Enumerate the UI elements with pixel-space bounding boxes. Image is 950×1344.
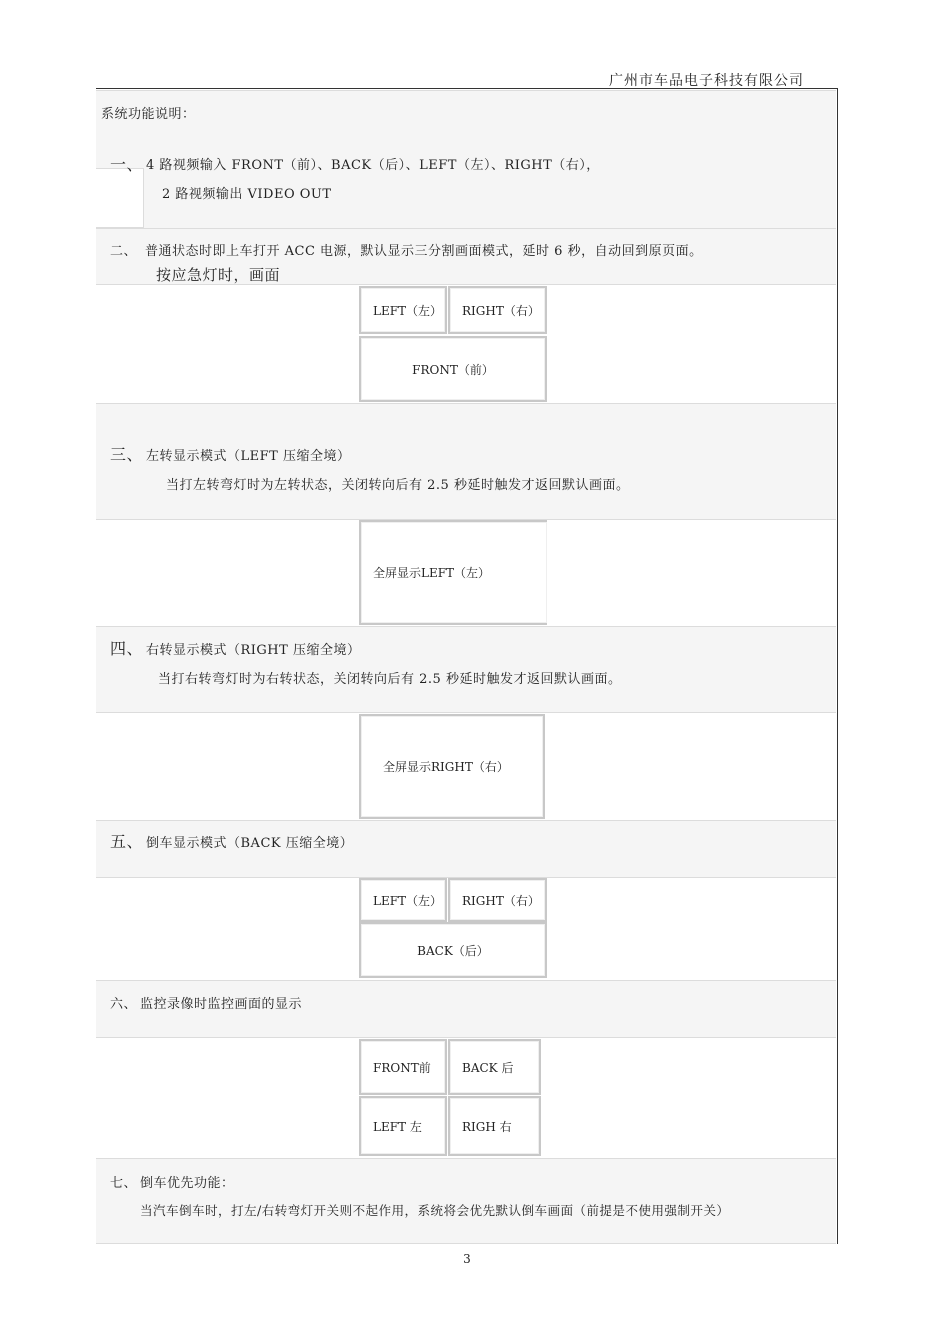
- right-turn-label: 全屏显示RIGHT（右）: [383, 760, 509, 774]
- hazard-left-label: LEFT（左）: [373, 303, 443, 318]
- section-7-number: 七、: [110, 1176, 138, 1191]
- monitor-left-cell: [359, 1096, 447, 1156]
- monitor-back-label: BACK 后: [462, 1060, 514, 1075]
- section-2-line2: 按应急灯时，画面: [156, 266, 281, 284]
- section-4-line1: 右转显示模式（RIGHT 压缩全境）: [146, 643, 361, 658]
- hazard-front-label: FRONT（前）: [412, 362, 494, 377]
- section-5-line1: 倒车显示模式（BACK 压缩全境）: [146, 836, 354, 851]
- monitor-back-cell: [448, 1039, 541, 1095]
- section-2-number: 二、: [110, 244, 138, 259]
- monitor-right-cell: [448, 1096, 541, 1156]
- right-turn-screen: [359, 714, 545, 819]
- section-6-number: 六、: [110, 997, 138, 1012]
- reverse-right-cell: [448, 878, 547, 922]
- reverse-left-cell: [359, 878, 447, 922]
- section-4-number: 四、: [110, 639, 144, 658]
- reverse-left-label: LEFT（左）: [373, 893, 443, 908]
- section-4-line2: 当打右转弯灯时为右转状态，关闭转向后有 2.5 秒延时触发才返回默认画面。: [158, 672, 622, 687]
- section-7-line2: 当汽车倒车时，打左/右转弯灯开关则不起作用，系统将会优先默认倒车画面（前提是不使用强制开关）: [140, 1203, 730, 1218]
- section-3-number: 三、: [110, 445, 144, 464]
- section-3-line1: 左转显示模式（LEFT 压缩全境）: [146, 449, 351, 464]
- page-number: 3: [463, 1252, 471, 1266]
- left-turn-label: 全屏显示LEFT（左）: [373, 566, 491, 580]
- section-7-line1: 倒车优先功能：: [140, 1176, 235, 1191]
- header-rule: [96, 88, 838, 89]
- hazard-front-cell: [359, 336, 547, 402]
- section-1-line2: 2 路视频输出 VIDEO OUT: [162, 187, 332, 202]
- reverse-back-label: BACK（后）: [417, 943, 489, 958]
- right-margin-rule: [837, 88, 838, 1244]
- section-1-number: 一、: [110, 155, 144, 174]
- company-name: 广州市车品电子科技有限公司: [609, 73, 804, 89]
- section-5-number: 五、: [110, 832, 144, 851]
- section-6-line1: 监控录像时监控画面的显示: [140, 997, 303, 1012]
- hazard-right-label: RIGHT（右）: [462, 303, 540, 318]
- reverse-back-cell: [359, 922, 547, 978]
- hazard-right-cell: [448, 286, 547, 334]
- section-1-line1: 4 路视频输入 FRONT（前）、BACK（后）、LEFT（左）、RIGHT（右），: [146, 158, 600, 173]
- section-2-line1: 普通状态时即上车打开 ACC 电源，默认显示三分割画面模式，延时 6 秒，自动回到原页面。: [145, 244, 703, 259]
- monitor-left-label: LEFT 左: [373, 1119, 422, 1134]
- hazard-left-cell: [359, 286, 447, 334]
- intro-title: 系统功能说明：: [101, 107, 196, 122]
- monitor-right-label: RIGH 右: [462, 1119, 512, 1134]
- blank-box: [96, 168, 144, 228]
- monitor-front-cell: [359, 1039, 447, 1095]
- section-3-line2: 当打左转弯灯时为左转状态，关闭转向后有 2.5 秒延时触发才返回默认画面。: [166, 478, 630, 493]
- reverse-right-label: RIGHT（右）: [462, 893, 540, 908]
- monitor-front-label: FRONT前: [373, 1060, 431, 1075]
- left-turn-screen: [359, 520, 547, 625]
